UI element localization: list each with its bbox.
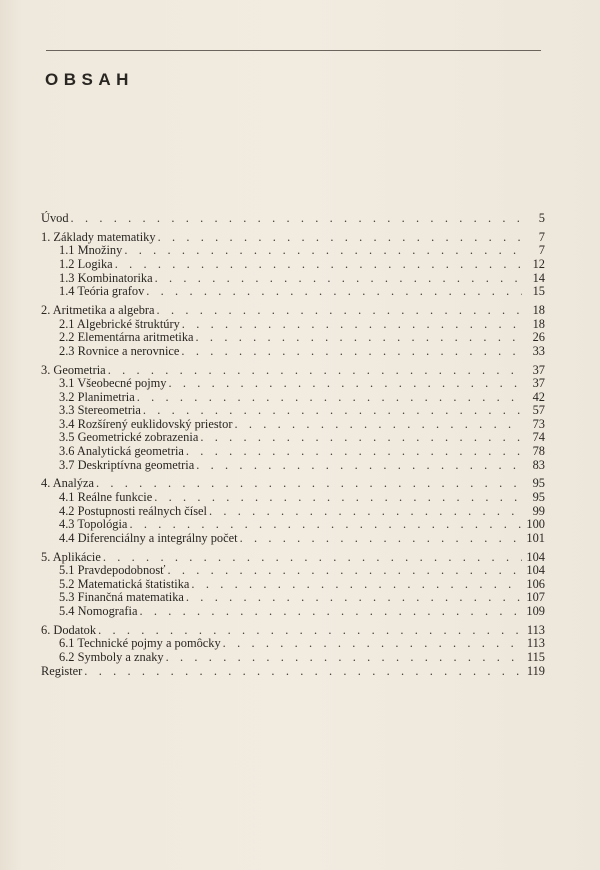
- toc-page-number: 73: [532, 416, 545, 431]
- toc-subentry: [41, 431, 545, 445]
- toc-group: [41, 624, 545, 678]
- toc-page-number: 78: [532, 444, 545, 459]
- top-rule: [46, 50, 541, 51]
- toc-entry-title: 2. Aritmetika a algebra: [41, 302, 155, 317]
- toc-page-number: 106: [526, 576, 545, 591]
- dot-leader: [167, 564, 522, 578]
- toc-page-number: 33: [532, 343, 545, 358]
- toc-subentry: [41, 532, 545, 546]
- dot-leader: [186, 591, 522, 605]
- dot-leader: [155, 272, 522, 286]
- toc-entry-title: 1.1 Množiny: [59, 243, 123, 258]
- toc-entry: [41, 477, 545, 491]
- toc-entry-title: 5.1 Pravdepodobnosť: [59, 563, 166, 578]
- toc-entry-title: 1.3 Kombinatorika: [59, 270, 153, 285]
- dot-leader: [196, 331, 522, 345]
- dot-leader: [71, 212, 522, 226]
- toc-page-number: 113: [526, 622, 545, 637]
- toc-entry-title: 5.4 Nomografia: [59, 603, 138, 618]
- dot-leader: [191, 578, 522, 592]
- toc-page-number: 26: [532, 330, 545, 345]
- dot-leader: [115, 258, 522, 272]
- toc-page-number: 100: [526, 517, 545, 532]
- toc-entry-title: 3.4 Rozšírený euklidovský priestor: [59, 416, 233, 431]
- toc-entry: [41, 665, 545, 679]
- toc-entry-title: 6.2 Symboly a znaky: [59, 649, 164, 664]
- dot-leader: [168, 377, 522, 391]
- toc-page-number: 15: [532, 284, 545, 299]
- toc-subentry: [41, 651, 545, 665]
- toc-entry-title: 2.3 Rovnice a nerovnice: [59, 343, 180, 358]
- toc-subentry: [41, 377, 545, 391]
- dot-leader: [154, 491, 522, 505]
- dot-leader: [223, 637, 522, 651]
- toc-subentry: [41, 244, 545, 258]
- dot-leader: [124, 244, 522, 258]
- toc-entry-title: 1.4 Teória grafov: [59, 284, 145, 299]
- toc-entry-title: 3.7 Deskriptívna geometria: [59, 457, 195, 472]
- dot-leader: [209, 505, 522, 519]
- dot-leader: [98, 624, 522, 638]
- toc-page-number: 104: [526, 549, 545, 564]
- table-of-contents: [41, 212, 545, 683]
- dot-leader: [139, 605, 522, 619]
- dot-leader: [143, 404, 522, 418]
- toc-entry-title: 3.2 Planimetria: [59, 389, 135, 404]
- toc-group: [41, 212, 545, 226]
- dot-leader: [96, 477, 522, 491]
- dot-leader: [200, 431, 522, 445]
- toc-entry-title: 4.1 Reálne funkcie: [59, 490, 153, 505]
- toc-page-number: 42: [532, 389, 545, 404]
- dot-leader: [84, 665, 522, 679]
- toc-page-number: 5: [538, 211, 545, 225]
- dot-leader: [103, 551, 522, 565]
- toc-entry-title: 4.4 Diferenciálny a integrálny počet: [59, 530, 238, 545]
- toc-subentry: [41, 578, 545, 592]
- toc-subentry: [41, 459, 545, 473]
- toc-group: [41, 364, 545, 473]
- toc-entry: [41, 212, 545, 226]
- toc-group: [41, 231, 545, 299]
- toc-entry: [41, 624, 545, 638]
- toc-entry-title: 5. Aplikácie: [41, 549, 101, 564]
- toc-entry: [41, 551, 545, 565]
- dot-leader: [196, 459, 522, 473]
- toc-entry-title: 2.1 Algebrické štruktúry: [59, 316, 180, 331]
- toc-entry-title: 1. Základy matematiky: [41, 229, 156, 244]
- toc-page-number: 7: [538, 243, 545, 258]
- toc-subentry: [41, 258, 545, 272]
- toc-subentry: [41, 404, 545, 418]
- toc-entry-title: 2.2 Elementárna aritmetika: [59, 330, 194, 345]
- toc-page-number: 107: [526, 590, 545, 605]
- toc-page-number: 95: [532, 490, 545, 505]
- toc-entry-title: 5.2 Matematická štatistika: [59, 576, 190, 591]
- toc-page-number: 14: [532, 270, 545, 285]
- toc-entry-title: 3.6 Analytická geometria: [59, 444, 184, 459]
- dot-leader: [108, 364, 522, 378]
- toc-page-number: 101: [526, 530, 545, 545]
- dot-leader: [137, 391, 522, 405]
- toc-entry-title: 3.1 Všeobecné pojmy: [59, 376, 167, 391]
- dot-leader: [234, 418, 522, 432]
- toc-subentry: [41, 491, 545, 505]
- toc-page-number: 7: [538, 229, 545, 244]
- toc-subentry: [41, 331, 545, 345]
- dot-leader: [166, 651, 522, 665]
- toc-page-number: 104: [526, 563, 545, 578]
- toc-subentry: [41, 345, 545, 359]
- toc-page-number: 83: [532, 457, 545, 472]
- dot-leader: [129, 518, 522, 532]
- toc-page-number: 115: [526, 649, 545, 664]
- toc-subentry: [41, 591, 545, 605]
- toc-entry-title: 4.2 Postupnosti reálnych čísel: [59, 503, 207, 518]
- toc-page-number: 74: [532, 430, 545, 445]
- toc-entry-title: 6.1 Technické pojmy a pomôcky: [59, 636, 221, 651]
- toc-subentry: [41, 518, 545, 532]
- toc-page-number: 119: [526, 663, 545, 678]
- toc-entry-title: 3.3 Stereometria: [59, 403, 141, 418]
- toc-subentry: [41, 605, 545, 619]
- dot-leader: [186, 445, 522, 459]
- toc-page-number: 37: [532, 376, 545, 391]
- toc-subentry: [41, 391, 545, 405]
- toc-group: [41, 304, 545, 358]
- toc-entry: [41, 364, 545, 378]
- toc-group: [41, 551, 545, 619]
- dot-leader: [240, 532, 522, 546]
- toc-entry-title: Register: [41, 663, 83, 678]
- toc-page-number: 18: [532, 302, 545, 317]
- page-heading: OBSAH: [45, 70, 134, 89]
- toc-page-number: 99: [532, 503, 545, 518]
- toc-subentry: [41, 318, 545, 332]
- toc-entry: [41, 304, 545, 318]
- dot-leader: [182, 318, 522, 332]
- toc-entry-title: 1.2 Logika: [59, 256, 113, 271]
- dot-leader: [157, 304, 522, 318]
- dot-leader: [158, 231, 522, 245]
- toc-entry: [41, 231, 545, 245]
- toc-page-number: 95: [532, 476, 545, 491]
- toc-subentry: [41, 637, 545, 651]
- dot-leader: [181, 345, 522, 359]
- toc-entry-title: Úvod: [41, 211, 69, 225]
- toc-entry-title: 4.3 Topológia: [59, 517, 128, 532]
- toc-page-number: 37: [532, 362, 545, 377]
- toc-subentry: [41, 272, 545, 286]
- toc-page-number: 12: [532, 256, 545, 271]
- toc-entry-title: 4. Analýza: [41, 476, 94, 491]
- toc-subentry: [41, 564, 545, 578]
- dot-leader: [146, 285, 522, 299]
- toc-entry-title: 3. Geometria: [41, 362, 106, 377]
- toc-page-number: 113: [526, 636, 545, 651]
- toc-page-number: 18: [532, 316, 545, 331]
- toc-group: [41, 477, 545, 545]
- toc-subentry: [41, 505, 545, 519]
- toc-subentry: [41, 285, 545, 299]
- toc-subentry: [41, 445, 545, 459]
- toc-page-number: 57: [532, 403, 545, 418]
- toc-entry-title: 5.3 Finančná matematika: [59, 590, 184, 605]
- toc-entry-title: 3.5 Geometrické zobrazenia: [59, 430, 199, 445]
- toc-page-number: 109: [526, 603, 545, 618]
- toc-subentry: [41, 418, 545, 432]
- toc-entry-title: 6. Dodatok: [41, 622, 97, 637]
